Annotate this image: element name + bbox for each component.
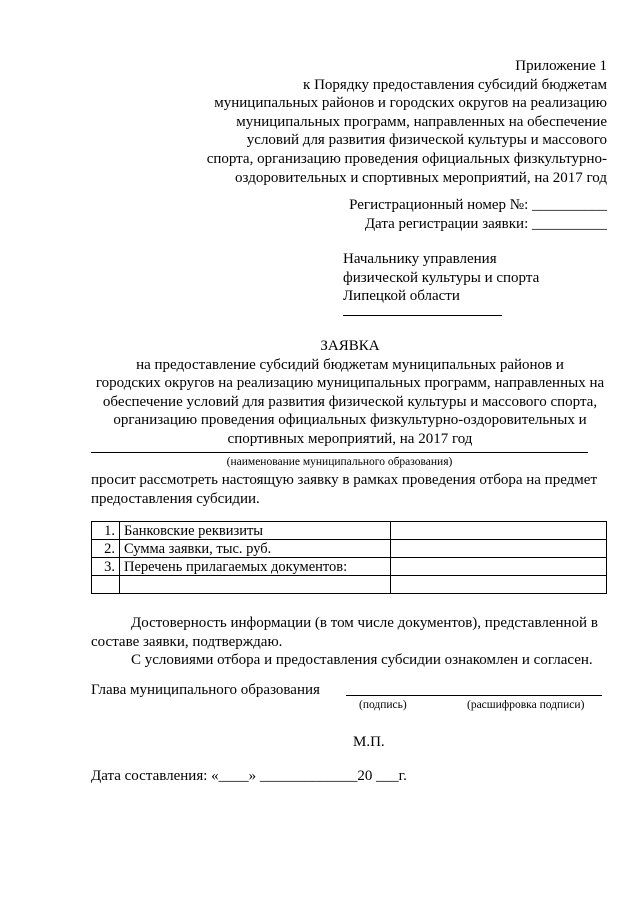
row-value[interactable] [391,540,607,558]
title-block [80,337,620,449]
municipality-blank-line [91,452,588,453]
signature-decode-caption: (расшифровка подписи) [467,699,585,711]
row-value[interactable] [391,522,607,540]
addressee-line: физической культуры и спорта [343,269,540,286]
registration-block [300,196,607,233]
request-text [91,471,611,508]
confirmation-line: С условиями отбора и предоставления субсидии ознакомлен и согласен. [131,652,593,669]
row-name [120,576,391,594]
confirmation-block [91,614,611,670]
row-number: 1. [92,522,120,540]
row-value[interactable] [391,558,607,576]
requisites-table [91,521,607,594]
appendix-line: оздоровительных и спортивных мероприятий, на 2017 год [235,169,607,186]
appendix-line: к Порядку предоставления субсидий бюджетам [303,76,607,93]
table-row [92,540,607,558]
registration-date: Дата регистрации заявки: __________ [364,215,607,232]
title-line: организацию проведения официальных физкультурно-оздоровительных и [113,412,587,429]
appendix-line: спорта, организацию проведения официальных физкультурно- [206,150,607,167]
title-line: на предоставление субсидий бюджетам муниципальных районов и [136,356,564,373]
row-name: Перечень прилагаемых документов: [120,558,391,576]
registration-number: Регистрационный номер №: __________ [349,197,607,213]
table-row [92,558,607,576]
table-row [92,522,607,540]
row-number: 2. [92,540,120,558]
appendix-line: Приложение 1 [515,58,607,74]
signature-caption: (подпись) [359,699,407,711]
appendix-line: муниципальных районов и городских округов на реализацию [214,95,607,112]
request-line: просит рассмотреть настоящую заявку в рамках проведения отбора на предмет [91,472,597,488]
stamp-mark: М.П. [353,734,385,750]
municipality-caption: (наименование муниципального образования) [226,456,453,468]
row-value[interactable] [391,576,607,594]
appendix-block [150,57,607,187]
signature-label: Глава муниципального образования [91,682,320,698]
title-heading: ЗАЯВКА [320,338,380,354]
row-number [92,576,120,594]
addressee-block [343,250,613,306]
addressee-blank-line [343,315,502,316]
row-name: Сумма заявки, тыс. руб. [120,540,391,558]
row-number: 3. [92,558,120,576]
row-name: Банковские реквизиты [120,522,391,540]
appendix-line: условий для развития физической культуры и массового [246,132,607,149]
appendix-line: муниципальных программ, направленных на обеспечение [236,113,607,130]
addressee-line: Начальнику управления [343,251,497,267]
table-row [92,576,607,594]
request-line: предоставления субсидии. [91,490,260,507]
title-line: городских округов на реализацию муниципальных программ, направленных на [95,375,605,392]
addressee-line: Липецкой области [343,288,460,305]
title-line: обеспечение условий для развития физической культуры и массового спорта, [102,393,598,410]
signature-line [346,695,602,696]
title-line: спортивных мероприятий, на 2017 год [227,430,473,447]
confirmation-line: Достоверность информации (в том числе документов), представленной в [131,615,598,631]
date-label: Дата составления: «____» _____________20 ___г. [91,768,407,784]
confirmation-line: составе заявки, подтверждаю. [91,633,283,650]
